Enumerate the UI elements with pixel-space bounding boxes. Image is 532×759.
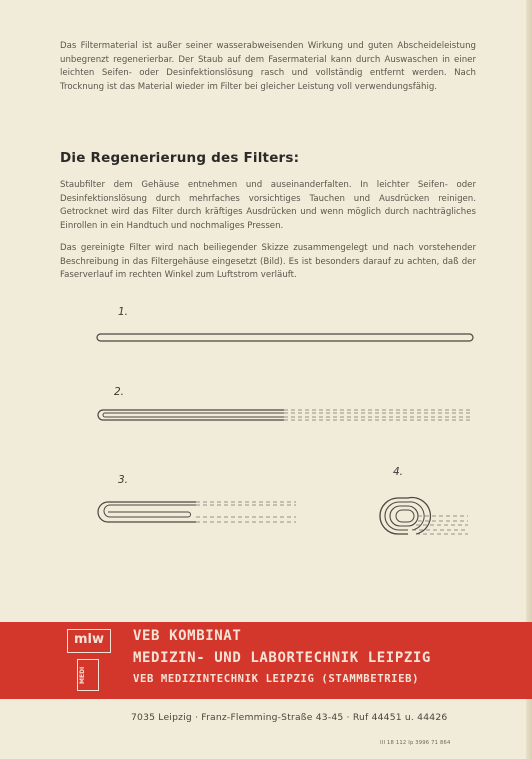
banner-line-1: VEB KOMBINAT (133, 628, 242, 644)
step-3-folded-twice (96, 498, 316, 528)
step-3-label: 3. (118, 474, 129, 486)
step-2-label: 2. (114, 386, 125, 398)
intro-paragraph: Das Filtermaterial ist außer seiner wasserabweisenden Wirkung und guten Abscheideleistung unbegrenzt regenerierbar. Der Staub auf dem Fasermaterial kann durch Auswaschen in einer leichten Seifen- oder Desinfektionslösung rasch und vollständig entfernt werden. Nach Trocknung ist das Material wieder im Filter bei gleicher Leistung voll verwendungsfähig. (60, 41, 476, 92)
print-code: III 18 112 Ip 3996 71 864 (380, 740, 451, 746)
medi-logo: MEDI (77, 659, 99, 691)
step-2-folded-once (96, 406, 476, 426)
cleaning-paragraph: Staubfilter dem Gehäuse entnehmen und auseinanderfalten. In leichter Seifen- oder Desinfektionslösung durch mehrfaches vorsichtiges Tauchen und Ausdrücken reinigen. Getrocknet wird das Filter durch kräftiges Ausdrücken und wenn möglich durch nachträgliches Einrollen in ein Handtuch und nochmaliges Pressen. (60, 180, 476, 231)
step-4-rolled-filter (378, 494, 478, 544)
publisher-banner (0, 622, 532, 699)
step-1-flat-filter (96, 332, 476, 344)
mlw-logo: mlw (67, 629, 111, 653)
address-line: 7035 Leipzig · Franz-Flemming-Straße 43-45 · Ruf 44451 u. 44426 (131, 712, 448, 723)
step-4-label: 4. (393, 466, 404, 478)
folding-paragraph: Das gereinigte Filter wird nach beiliegender Skizze zusammengelegt und nach vorstehender Beschreibung in das Filtergehäuse eingesetzt (Bild). Es ist besonders darauf zu achten, daß der Faserverlauf im rechten Winkel zum Luftstrom verläuft. (60, 243, 476, 281)
banner-line-3: VEB MEDIZINTECHNIK LEIPZIG (STAMMBETRIEB) (133, 673, 420, 685)
section-heading: Die Regenerierung des Filters: (60, 150, 300, 166)
banner-line-2: MEDIZIN- UND LABORTECHNIK LEIPZIG (133, 650, 431, 666)
step-1-label: 1. (118, 306, 129, 318)
